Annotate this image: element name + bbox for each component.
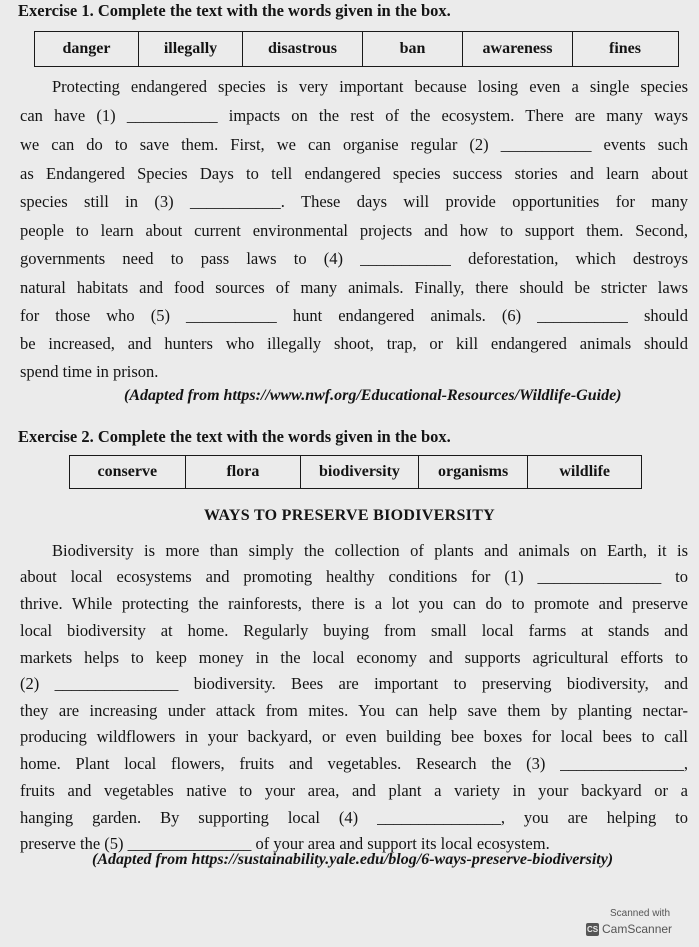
- exercise-1-word-box: [34, 31, 679, 67]
- word-box-cell: disastrous: [243, 32, 363, 66]
- exercise-1-text-line: governments need to pass laws to (4) ___________ deforestation, which destroys: [20, 249, 688, 268]
- exercise-1-text-line: for those who (5) ___________ hunt endangered animals. (6) ___________ should: [20, 306, 688, 325]
- exercise-1-text-line: natural habitats and food sources of many animals. Finally, there should be stricter laws: [20, 278, 688, 297]
- word-box-cell: ban: [363, 32, 463, 66]
- exercise-2-text-line: Biodiversity is more than simply the collection of plants and animals on Earth, it is: [52, 541, 688, 560]
- exercise-2-text-line: about local ecosystems and promoting healthy conditions for (1) _______________ to: [20, 567, 688, 586]
- exercise-2-text-line: they are increasing under attack from mites. You can help save them by planting nectar-: [20, 701, 688, 720]
- word-box-cell: illegally: [139, 32, 243, 66]
- watermark-caption: Scanned with: [609, 908, 671, 919]
- exercise-1-source: (Adapted from https://www.nwf.org/Educational-Resources/Wildlife-Guide): [124, 387, 622, 404]
- exercise-1-heading: Exercise 1. Complete the text with the words given in the box.: [18, 1, 451, 20]
- exercise-1-text-line: people to learn about current environmental projects and how to support them. Second,: [20, 221, 688, 240]
- word-box-cell: biodiversity: [301, 456, 419, 488]
- exercise-2-text-line: preserve the (5) _______________ of your area and support its local ecosystem.: [20, 834, 550, 853]
- watermark-brand: [586, 922, 686, 936]
- exercise-1-text-line: species still in (3) ___________. These days will provide opportunities for many: [20, 192, 688, 211]
- word-box-cell: awareness: [463, 32, 573, 66]
- watermark-brand-label: CamScanner: [602, 922, 673, 936]
- exercise-1-text-line: Protecting endangered species is very important because losing even a single species: [52, 77, 688, 96]
- word-box-cell: conserve: [70, 456, 186, 488]
- word-box-cell: fines: [609, 40, 641, 57]
- exercise-2-text-line: (2) _______________ biodiversity. Bees are important to preserving biodiversity, and: [20, 674, 688, 693]
- camscanner-watermark: [586, 908, 686, 936]
- exercise-2-text-line: local biodiversity at home. Regularly buying from small local farms at stands and: [20, 621, 688, 640]
- exercise-2-title: WAYS TO PRESERVE BIODIVERSITY: [203, 507, 496, 524]
- exercise-2-heading: Exercise 2. Complete the text with the words given in the box.: [18, 427, 451, 446]
- exercise-2-text-line: hanging garden. By supporting local (4) _______________, you are helping to: [20, 808, 688, 827]
- exercise-1-text-line: we can do to save them. First, we can organise regular (2) ___________ events such: [20, 135, 688, 154]
- exercise-2-text-line: fruits and vegetables native to your area, and plant a variety in your backyard or a: [20, 781, 688, 800]
- exercise-2-text-line: thrive. While protecting the rainforests, there is a lot you can do to promote and preserve: [20, 594, 688, 613]
- exercise-2-text-line: home. Plant local flowers, fruits and vegetables. Research the (3) _______________,: [20, 754, 688, 773]
- exercise-1-text-line: as Endangered Species Days to tell endangered species success stories and learn about: [20, 164, 688, 183]
- exercise-2-text-line: markets helps to keep money in the local economy and supports agricultural efforts to: [20, 648, 688, 667]
- word-box-cell: organisms: [419, 456, 529, 488]
- word-box-cell: danger: [35, 32, 139, 66]
- camscanner-icon: CS: [586, 924, 599, 934]
- exercise-1-text-line: spend time in prison.: [20, 362, 159, 381]
- exercise-1-text-line: be increased, and hunters who illegally shoot, trap, or kill endangered animals should: [20, 334, 688, 353]
- exercise-1-text-line: can have (1) ___________ impacts on the rest of the ecosystem. There are many ways: [20, 106, 688, 125]
- exercise-2-text-line: producing wildflowers in your backyard, or even building bee boxes for local bees to call: [20, 727, 688, 746]
- word-box-cell: flora: [186, 456, 302, 488]
- word-box-cell: wildlife: [559, 463, 611, 480]
- exercise-2-word-box: [69, 455, 642, 489]
- exercise-2-source: (Adapted from https://sustainability.yale.edu/blog/6-ways-preserve-biodiversity): [92, 851, 614, 868]
